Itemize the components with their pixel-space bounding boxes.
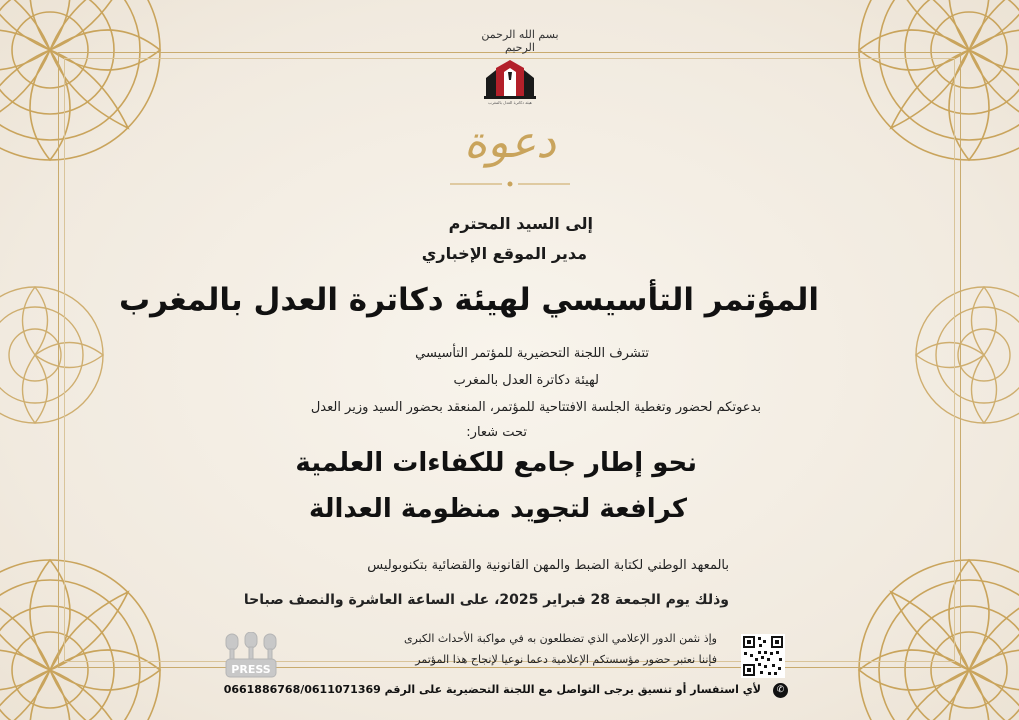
- body-line-1: تتشرف اللجنة التحضيرية للمؤتمر التأسيسي: [415, 346, 649, 361]
- contact-info: لأي استفسار أو تنسيق يرجى التواصل مع اللجنة التحضيرية على الرقم 0661886768/0611071369: [223, 683, 761, 696]
- recipient-title: مدير الموقع الإخباري: [421, 244, 587, 263]
- invitation-heading: دعوة: [464, 117, 556, 168]
- heading-divider: [450, 180, 570, 188]
- event-date: وذلك يوم الجمعة 28 فبراير 2025، على الساعة العاشرة والنصف صباحا: [243, 592, 729, 608]
- event-title: المؤتمر التأسيسي لهيئة دكاترة العدل بالمغرب: [119, 282, 819, 318]
- footer-thanks-line-2: فإننا نعتبر حضور مؤسستكم الإعلامية دعما نوعيا لإنجاح هذا المؤتمر: [415, 653, 717, 666]
- recipient-salutation: إلى السيد المحترم: [448, 214, 593, 233]
- slogan-line-2: كرافعة لتجويد منظومة العدالة: [308, 494, 687, 524]
- press-microphones-icon: [220, 632, 282, 680]
- body-line-3: بدعوتكم لحضور وتغطية الجلسة الافتتاحية للمؤتمر، المنعقد بحضور السيد وزير العدل: [310, 400, 761, 415]
- footer-thanks-line-1: وإذ نثمن الدور الإعلامي الذي تضطلعون به في مواكبة الأحداث الكبرى: [403, 632, 717, 645]
- event-venue: بالمعهد الوطني لكتابة الضبط والمهن القانونية والقضائية بتكنوبوليس: [367, 558, 729, 573]
- body-line-2: لهيئة دكاترة العدل بالمغرب: [453, 373, 599, 388]
- qr-code-icon: [741, 634, 785, 678]
- body-line-4: تحت شعار:: [466, 425, 527, 440]
- logo-caption: هيئة دكاترة العدل بالمغرب: [488, 100, 532, 105]
- slogan-line-1: نحو إطار جامع للكفاءات العلمية: [295, 448, 697, 478]
- bismillah-calligraphy: بسم الله الرحمن الرحيم: [481, 28, 559, 54]
- phone-icon: ✆: [773, 683, 788, 698]
- organization-logo-icon: [482, 56, 538, 100]
- press-label: PRESS: [231, 663, 271, 676]
